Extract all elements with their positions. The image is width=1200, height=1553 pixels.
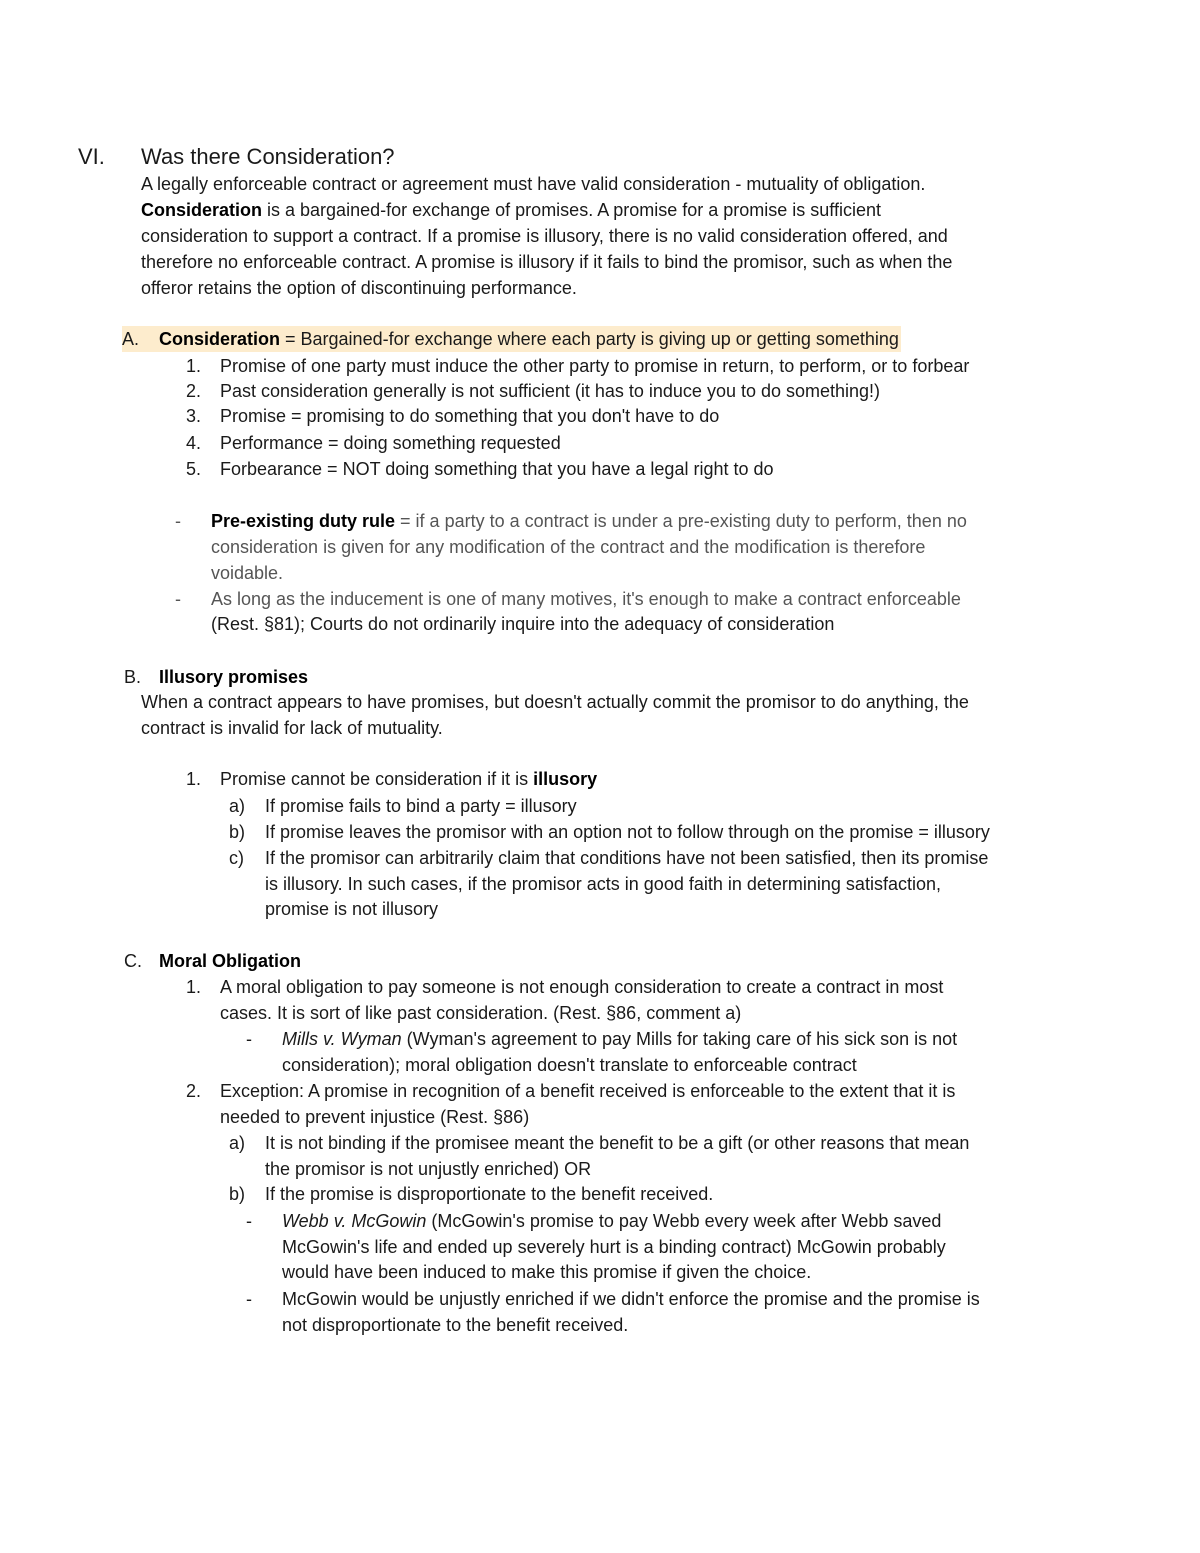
list-item: 5. Forbearance = NOT doing something that you have a legal right to do (186, 459, 774, 479)
subsection-a-heading: A. Consideration = Bargained-for exchange where each party is giving up or getting something (122, 326, 901, 352)
subsection-b-heading: B. Illusory promises (124, 667, 309, 687)
subsection-c-heading: C. Moral Obligation (124, 951, 301, 971)
section-title: Was there Consideration? (141, 144, 395, 169)
list-item: 2. Past consideration generally is not sufficient (it has to induce you to do something!) (186, 381, 881, 401)
list-item: 1. Promise of one party must induce the other party to promise in return, to perform, or to forbear (186, 356, 970, 376)
case-mills-v-wyman: Mills v. Wyman (Wyman's agreement to pay Mills for taking care of his sick son is not (282, 1029, 958, 1049)
section-numeral: VI. (78, 144, 105, 169)
case-webb-v-mcgowin: Webb v. McGowin (McGowin's promise to pay Webb every week after Webb saved (282, 1211, 942, 1231)
list-item: 1. Promise cannot be consideration if it is illusory (186, 769, 598, 789)
list-item: 3. Promise = promising to do something that you don't have to do (186, 406, 720, 426)
list-item: 4. Performance = doing something requested (186, 433, 561, 453)
